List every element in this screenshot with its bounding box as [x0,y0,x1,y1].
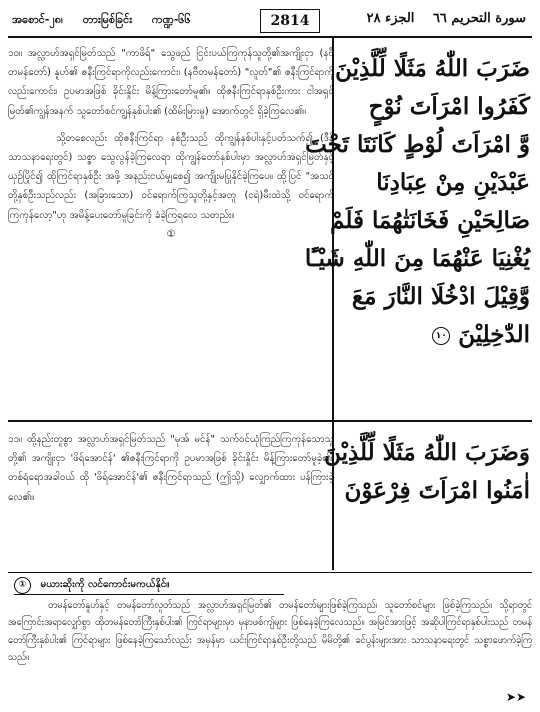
verse-10-translation [8,44,334,244]
footnote-marker: ① [166,228,176,240]
footnote-title: မယားဆိုးကို လင်ကောင်းမကယ်နိုင်။ [40,579,170,590]
arabic-line: كَفَرُوا امْرَاَتَ نُوْحٍ [368,93,530,120]
verse-11-paragraph: ၁၁။ ထို့နည်းတူစွာ အလ္လာဟ်အရှင်မြတ်သည် "မုအ် မင်န်" သက်ဝင်ယုံကြည်ကြကုန်သောသူတို့၏ အကျိုးငှာ 'ဖိရ်အောင်န်' ၏ဇနီးကြင်ရာကို ဥပမာအဖြစ် ခိုင်းနှိုင်း မိန့်ကြားတော်မူခဲ့၏။ တစ်ရံရောအခါဝယ် ထို 'ဖိရ်အောင်န်'၏ ဇနီးကြင်ရာသည် (ဤသို့) လျှောက်ထား ပန်ကြားခဲ့လေ၏။ [8,434,334,503]
footnote-number: ① [14,577,31,594]
header-right [353,11,526,26]
verse-11-arabic [324,434,530,510]
arabic-line: اٰمَنُوا امْرَاَتَ فِرْعَوْنَ [344,477,530,504]
arabic-last-line [342,316,530,354]
page-header [8,6,532,38]
footnote-separator [8,572,532,573]
arabic-line: عَبْدَيْنِ مِنْ عِبَادِنَا [376,169,530,196]
footnote-title-underline [14,594,284,595]
verse-divider [8,420,532,422]
header-left [12,13,207,29]
verse-10-paragraph-1: ၁၀။ အလ္လာဟ်အရှင်မြတ်သည် "ကာဖိရ်" သွေဖည် ငြင်းပယ်ကြကုန်သူတို့၏အကျိုးငှာ (နဗီတမန်တော်) နူဟ်၏ ဇနီးကြင်ရာကိုလည်းကောင်း၊ (နဗီတမန်တော်) "လူတ်"၏ ဇနီးကြင်ရာကိုလည်းကောင်း၊ ဥပမာအဖြစ် ခိုင်းနှိုင်း မိန့်ကြားတော်မူ၏။ ထိုဇနီးကြင်ရာနှစ်ဦးကား ငါအရှင်မြတ်၏ကျွန်အနက် သူတော်စင်ကျွန်နှစ်ပါး၏ (ထိမ်းမြားမှု) အောက်တွင် ရှိခဲ့ကြလေ၏။ [8,48,334,117]
juz-label: الجزء ٢٨ [366,11,415,26]
arabic-line: يُغْنِيَا عَنْهُمَا مِنَ اللّٰهِ شَيْـًٔا [304,245,530,272]
surah-arabic-label: سورة التحريم ٦٦ [432,11,526,26]
section-label: ကဏ္ဍ-၆၆ [151,13,191,26]
arabic-line: وَّقِيْلَ ادْخُلَا النَّارَ مَعَ [351,283,530,310]
continue-arrow-icon: ➤➤ [505,690,526,704]
chapter-label: အစောင်-၂၈၊ [12,13,63,26]
arabic-line: ضَرَبَ اللّٰهُ مَثَلًا لِّلَّذِيْنَ [335,55,530,82]
verse-11-translation [8,430,334,507]
arabic-line: وَضَرَبَ اللّٰهُ مَثَلًا لِّلَّذِيْنَ [324,439,530,466]
footnote-body [8,597,532,666]
surah-myanmar-label: တားမြစ်ခြင်း [82,13,132,26]
verse-10-paragraph-2: သို့တစေလည်း ထိုဇနီးကြင်ရာ နှစ်ဦးသည် ထိုကျွန်နှစ်ပါးနှင့်ပတ်သက်၍ (ဒီန်သာသနာရေးတွင်) သစ္စာ သွေလွန်ခဲ့ကြလေရာ ထိုကျွန်တော်နှစ်ပါးမှာ အလ္လာဟ်အရှင်မြတ်နှင့် ယှဉ်ပြိုင်၍ ထိုကြင်ရာနှစ်ဦး အဖို့ အနည်းငယ်မျှစေ၍ အကျိုးမပြုနိုင်ခဲ့ကြပေ။ ထို့ပြင် "အသင်တို့နှစ်ဦးသည်လည်း (အခြားသော) ဝင်ရောက်ကြသူတို့နှင့်အတူ (ငရဲ)မီးထဲသို့ ဝင်ရောက်ကြကုန်လော့"ဟု အမိန့်ပေးတော်မူခြင်းကို ခံခဲ့ကြရလေ သတည်း။ [8,132,334,221]
verse-10-arabic [304,50,530,354]
footnote-heading [14,577,169,594]
page-number: 2814 [260,9,320,33]
arabic-line: الدّٰخِلِيْنَ [458,321,530,348]
arabic-line: وَّ امْرَاَتَ لُوْطٍ كَانَتَا تَحْتَ [305,131,530,158]
ayah-number-badge: ١٠ [432,327,450,345]
footnote-text: တမန်တော်နူဟ်နှင့် တမန်တော်လူတ်သည် အလ္လာဟ်အရှင်မြတ်၏ တမန်တော်များဖြစ်ခဲ့ကြသည်၊ သူတော်စင်များ ဖြစ်ခဲ့ကြသည်။ သို့ရာတွင် အကြောင်းအရာလျှော်စွာ ထိုတမန်တော်ကြီးနှစ်ပါး၏ ကြင်ရာများမှာ မုနာဖစ်ကျ်များ ဖြစ်နေခဲ့ကြလေသည်။ အမြင်အားဖြင့် အဆိုပါကြင်ရာနှစ်ပါးသည် တမန်တော်ကြီးနှစ်ပါး၏ ကြင်ရာများ ဖြစ်နေခဲ့ကြသော်လည်း အမှန်မှာ ယင်းကြင်ရာနှစ်ဦးတို့သည် မိမိတို့၏ ခင်ပွန်းများအား သာသနာရေးတွင် သစ္စာဖောက်ခဲ့ကြသည်။ [8,600,532,663]
arabic-line: صَالِحَيْنِ فَخَانَتٰهُمَا فَلَمْ [330,207,530,234]
